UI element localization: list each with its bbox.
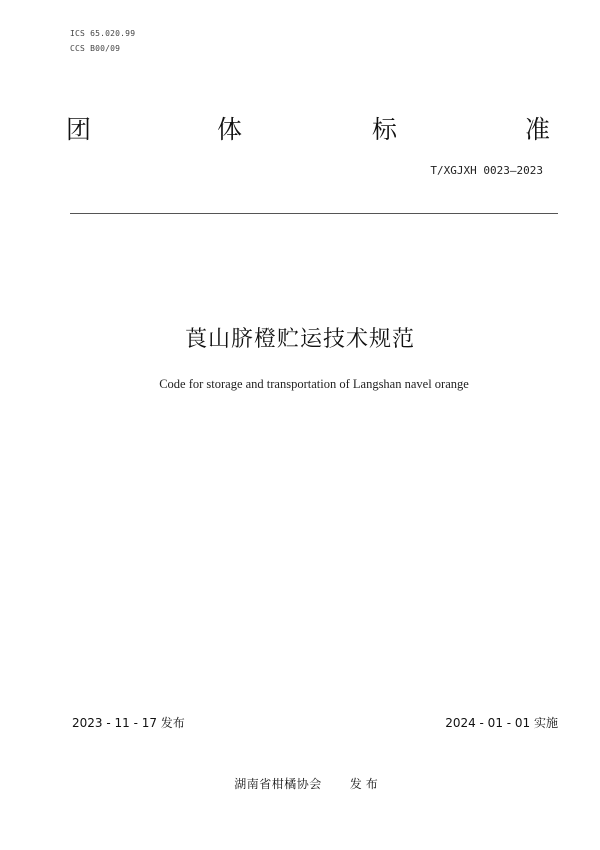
ics-code: ICS 65.020.99 bbox=[70, 29, 136, 38]
standard-type-char-3: 标 bbox=[372, 115, 398, 144]
issuer-line bbox=[0, 777, 600, 791]
document-title: 莨山脐橙贮运技术规范 bbox=[184, 327, 415, 352]
issuer-organization: 湖南省柑橘协会 bbox=[234, 777, 322, 791]
header-divider bbox=[70, 213, 558, 214]
publish-date: 2023 - 11 - 17 发布 bbox=[72, 716, 185, 730]
issuer-action: 发布 bbox=[349, 777, 382, 791]
standard-type-char-1: 团 bbox=[66, 115, 92, 144]
document-title-english: Code for storage and transportation of Langshan navel orange bbox=[159, 377, 469, 391]
implementation-date: 2024 - 01 - 01 实施 bbox=[445, 716, 558, 730]
standard-type-char-2: 体 bbox=[217, 115, 243, 144]
standard-type-char-4: 准 bbox=[525, 115, 551, 144]
standard-number: T/XGJXH 0023—2023 bbox=[430, 164, 543, 177]
ccs-code: CCS B00/09 bbox=[70, 44, 121, 53]
